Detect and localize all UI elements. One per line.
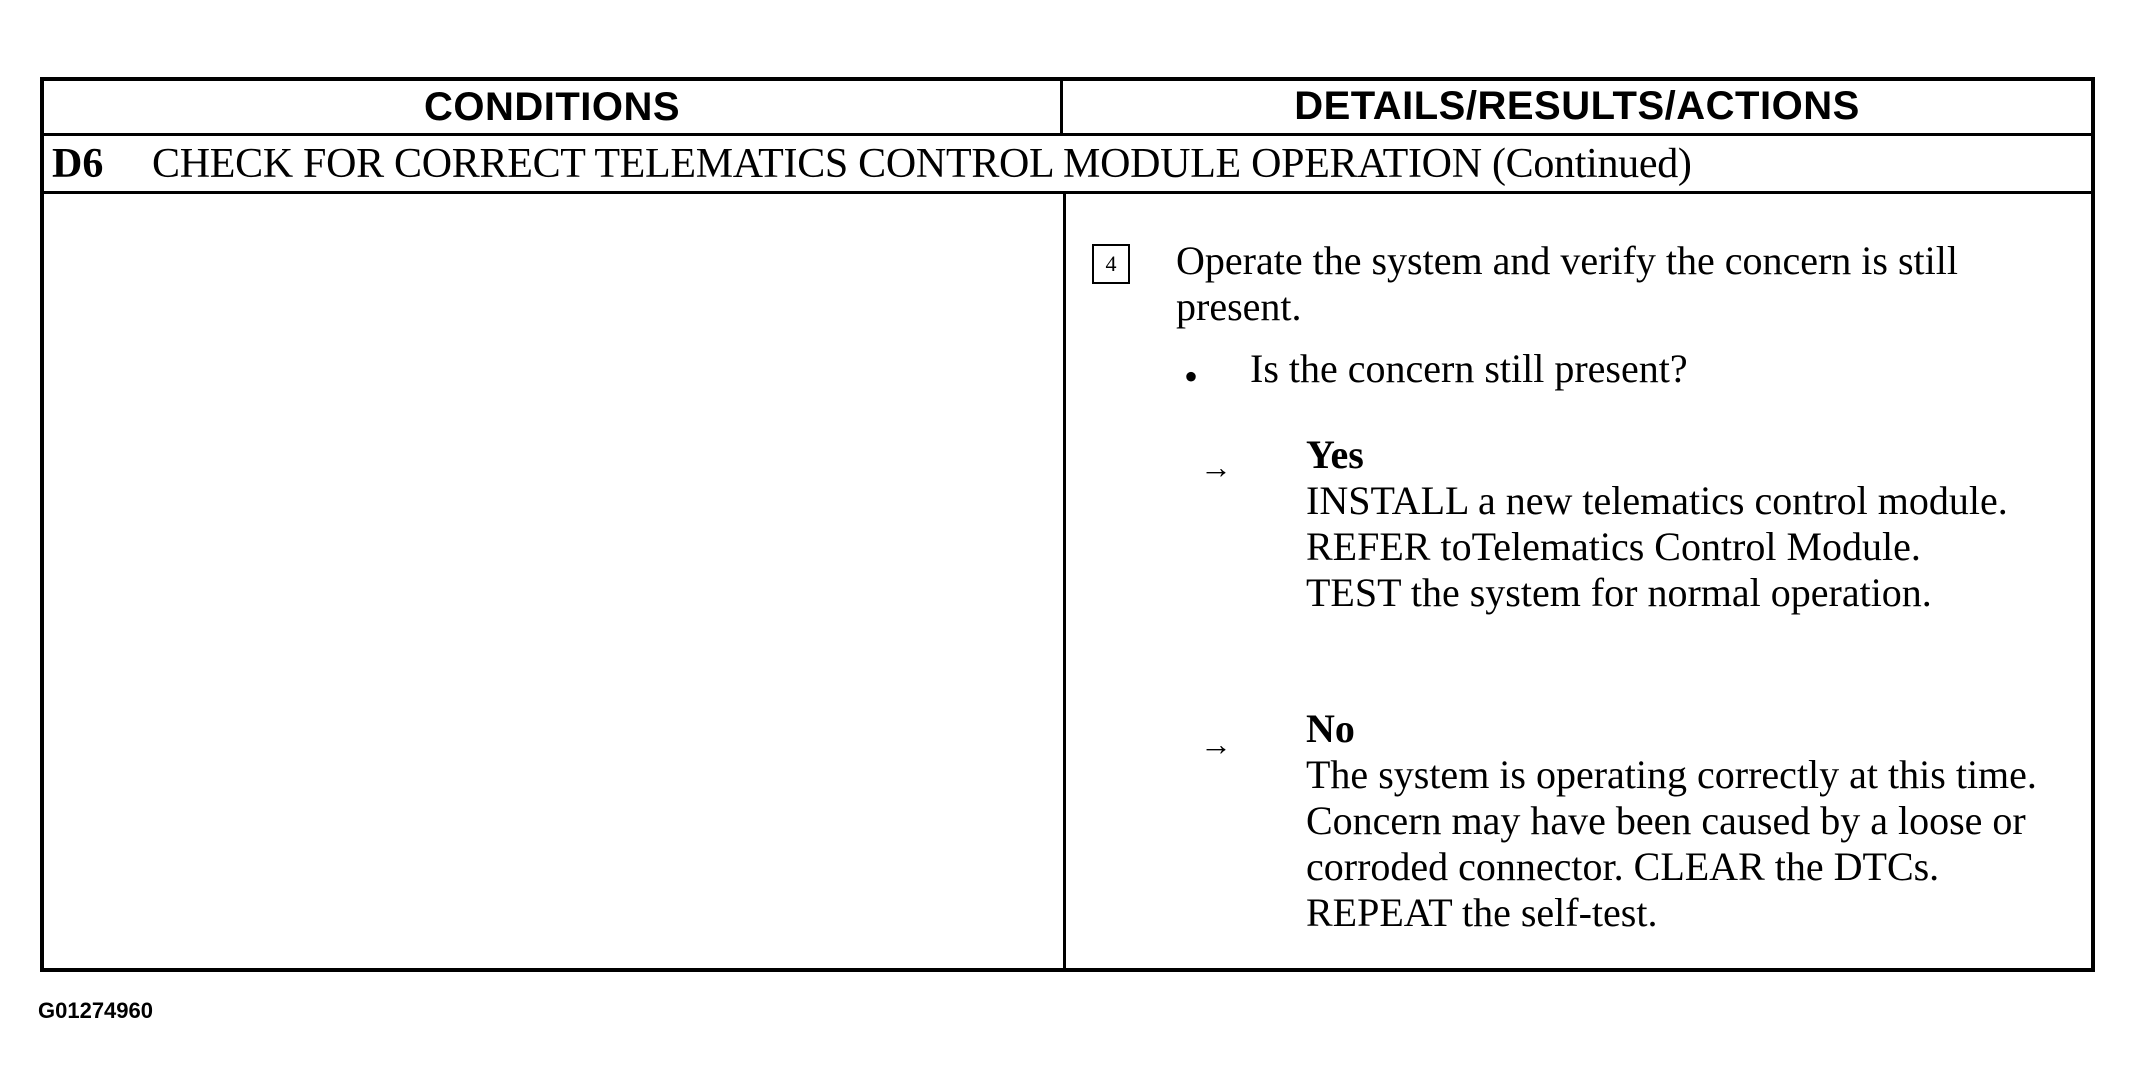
- arrow-right-icon: →: [1200, 449, 1232, 485]
- instruction-text: Operate the system and verify the concern is still present.: [1176, 238, 1958, 329]
- result-line: INSTALL a new telematics control module.: [1306, 478, 2008, 523]
- result-line: REPEAT the self-test.: [1306, 890, 1658, 935]
- header-conditions: CONDITIONS: [423, 84, 681, 129]
- result-label: Yes: [1306, 432, 1364, 477]
- diagnostic-table: [40, 77, 2095, 972]
- result-line: The system is operating correctly at this time.: [1306, 752, 2037, 797]
- result-line: REFER toTelematics Control Module.: [1306, 524, 1921, 569]
- table-header-row: [44, 81, 2091, 136]
- result-label: No: [1306, 706, 1355, 751]
- result-yes: [1306, 432, 2126, 616]
- question-text: Is the concern still present?: [1250, 346, 1688, 391]
- header-details-results-actions: DETAILS/RESULTS/ACTIONS: [1060, 79, 2091, 133]
- result-no: [1306, 706, 2126, 936]
- details-cell: [1066, 194, 2091, 968]
- result-line: TEST the system for normal operation.: [1306, 570, 1932, 615]
- step-title: CHECK FOR CORRECT TELEMATICS CONTROL MODULE OPERATION (Continued): [152, 140, 1692, 187]
- result-line: Concern may have been caused by a loose or: [1306, 798, 2026, 843]
- step-title-row: [44, 136, 2091, 194]
- figure-id: G01274960: [38, 998, 153, 1023]
- step-id: D6: [52, 140, 104, 187]
- bullet-icon: •: [1184, 354, 1199, 399]
- arrow-right-icon: →: [1200, 726, 1232, 762]
- step-number-box: 4: [1092, 244, 1130, 284]
- result-line: corroded connector. CLEAR the DTCs.: [1306, 844, 1940, 889]
